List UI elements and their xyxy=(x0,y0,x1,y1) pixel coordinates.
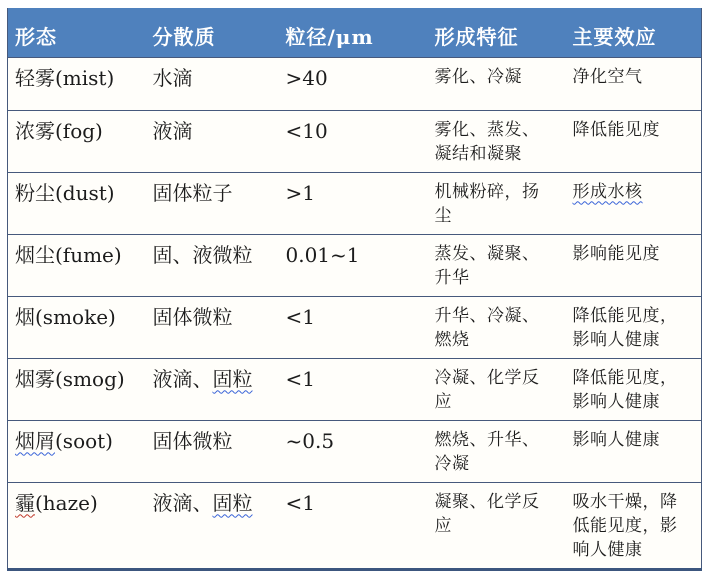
effect-text: 吸水干燥，降低能见度，影响人健康 xyxy=(572,491,678,560)
cell-formation xyxy=(428,110,566,172)
size-text: 0.01~1 xyxy=(285,242,360,267)
table-header-row xyxy=(8,8,702,57)
cell-size xyxy=(279,110,428,172)
cell-size xyxy=(279,358,428,420)
dispersed-text: 液滴 xyxy=(152,118,193,143)
cell-effect xyxy=(566,296,702,358)
formation-text: 雾化、冷凝 xyxy=(434,66,522,87)
dispersed-text: 固、液微粒 xyxy=(152,242,253,267)
form-text-spellcheck-underlined: 烟屑 xyxy=(15,428,55,453)
form-text: (haze) xyxy=(35,490,98,515)
form-text: 烟(smoke) xyxy=(15,304,116,329)
formation-text: 蒸发、凝聚、升华 xyxy=(434,243,540,288)
dispersed-text-spellcheck-underlined: 固粒 xyxy=(212,490,253,515)
header-effect: 主要效应 xyxy=(572,25,657,49)
cell-form xyxy=(8,110,146,172)
cell-dispersed xyxy=(146,358,279,420)
cell-formation xyxy=(428,57,566,110)
effect-text: 影响人健康 xyxy=(572,429,660,450)
cell-effect xyxy=(566,234,702,296)
effect-text: 降低能见度，影响人健康 xyxy=(572,305,678,350)
cell-size xyxy=(279,482,428,569)
table-row-haze xyxy=(8,482,702,569)
cell-effect xyxy=(566,358,702,420)
cell-form xyxy=(8,296,146,358)
cell-effect xyxy=(566,420,702,482)
cell-form xyxy=(8,358,146,420)
cell-formation xyxy=(428,172,566,234)
effect-text: 降低能见度 xyxy=(572,119,660,140)
form-text: 轻雾(mist) xyxy=(15,65,115,90)
cell-form xyxy=(8,420,146,482)
cell-form xyxy=(8,57,146,110)
cell-dispersed xyxy=(146,420,279,482)
dispersed-text: 固体微粒 xyxy=(152,428,233,453)
dispersed-text: 固体微粒 xyxy=(152,304,233,329)
dispersed-text: 液滴、 xyxy=(152,490,213,515)
dispersed-text: 水滴 xyxy=(152,65,193,90)
header-formation: 形成特征 xyxy=(434,25,519,49)
header-size: 粒径/μm xyxy=(285,25,374,49)
table-row-smoke xyxy=(8,296,702,358)
cell-size xyxy=(279,234,428,296)
table-row-fume xyxy=(8,234,702,296)
form-text: (soot) xyxy=(55,428,113,453)
cell-dispersed xyxy=(146,110,279,172)
form-text: 烟尘(fume) xyxy=(15,242,122,267)
formation-text: 冷凝、化学反应 xyxy=(434,367,540,412)
cell-effect xyxy=(566,57,702,110)
cell-formation xyxy=(428,296,566,358)
dispersed-text: 固体粒子 xyxy=(152,180,233,205)
table-row-dust xyxy=(8,172,702,234)
cell-formation xyxy=(428,420,566,482)
cell-formation xyxy=(428,482,566,569)
aerosol-table xyxy=(7,8,702,571)
cell-form xyxy=(8,234,146,296)
cell-dispersed xyxy=(146,234,279,296)
form-text: 烟雾(smog) xyxy=(15,366,125,391)
size-text: <1 xyxy=(285,490,315,515)
cell-formation xyxy=(428,358,566,420)
table-row-soot xyxy=(8,420,702,482)
size-text: <10 xyxy=(285,118,328,143)
cell-size xyxy=(279,57,428,110)
effect-text: 净化空气 xyxy=(572,66,643,87)
effect-text-spellcheck-underlined: 形成水核 xyxy=(572,181,643,202)
effect-text: 降低能见度，影响人健康 xyxy=(572,367,678,412)
cell-dispersed xyxy=(146,482,279,569)
dispersed-text: 液滴、 xyxy=(152,366,213,391)
cell-size xyxy=(279,420,428,482)
table-row-smog xyxy=(8,358,702,420)
formation-text: 机械粉碎，扬尘 xyxy=(434,181,540,226)
cell-effect xyxy=(566,482,702,569)
dispersed-text-spellcheck-underlined: 固粒 xyxy=(212,366,253,391)
cell-dispersed xyxy=(146,296,279,358)
effect-text: 影响能见度 xyxy=(572,243,660,264)
cell-effect xyxy=(566,110,702,172)
form-text: 粉尘(dust) xyxy=(15,180,115,205)
cell-dispersed xyxy=(146,172,279,234)
size-text: <1 xyxy=(285,304,315,329)
cell-effect xyxy=(566,172,702,234)
form-text: 浓雾(fog) xyxy=(15,118,103,143)
cell-form xyxy=(8,482,146,569)
table-row-mist xyxy=(8,57,702,110)
size-text: >40 xyxy=(285,65,328,90)
table-row-fog xyxy=(8,110,702,172)
cell-formation xyxy=(428,234,566,296)
formation-text: 升华、冷凝、燃烧 xyxy=(434,305,540,350)
formation-text: 燃烧、升华、冷凝 xyxy=(434,429,540,474)
cell-form xyxy=(8,172,146,234)
size-text: <1 xyxy=(285,366,315,391)
header-form: 形态 xyxy=(15,25,57,49)
cell-size xyxy=(279,296,428,358)
formation-text: 雾化、蒸发、凝结和凝聚 xyxy=(434,119,540,164)
formation-text: 凝聚、化学反应 xyxy=(434,491,540,536)
header-dispersed: 分散质 xyxy=(152,25,216,49)
size-text: >1 xyxy=(285,180,315,205)
cell-size xyxy=(279,172,428,234)
form-text-spellcheck-underlined-red: 霾 xyxy=(15,490,35,515)
cell-dispersed xyxy=(146,57,279,110)
size-text: ~0.5 xyxy=(285,428,335,453)
